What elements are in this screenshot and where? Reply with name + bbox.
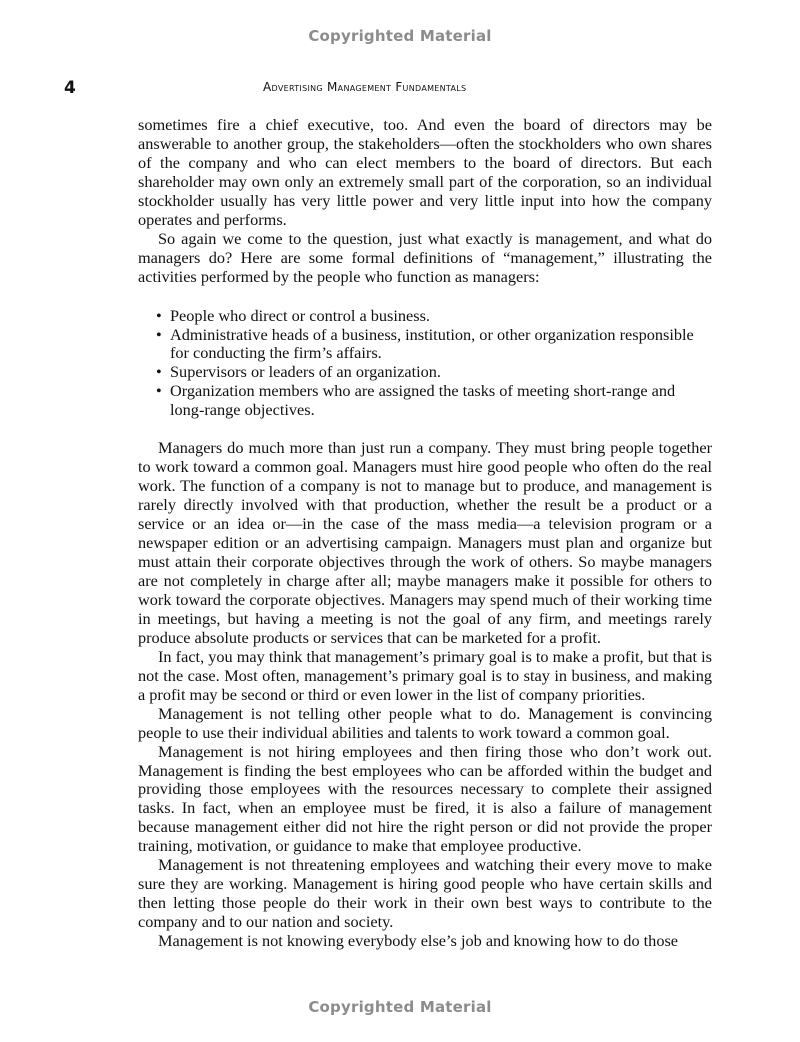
copyright-watermark-bottom: Copyrighted Material <box>308 998 492 1016</box>
list-item-text: Supervisors or leaders of an organization. <box>170 362 441 382</box>
list-item-text: Organization members who are assigned the tasks of meeting short-range and long-range objectives. <box>170 381 676 420</box>
running-head <box>64 78 724 100</box>
paragraph: Management is not knowing everybody else’s job and knowing how to do those <box>158 931 679 951</box>
list-item <box>156 381 712 420</box>
definition-list <box>138 307 712 421</box>
bullet-icon: • <box>156 324 162 344</box>
paragraph: In fact, you may think that management’s primary goal is to make a profit, but that is not the case. Most often, management’s primary goal is to stay in business, and making a profit may be second or third or even lower in the list of company priorities. <box>138 646 712 704</box>
paragraph-continued: sometimes fire a chief executive, too. And even the board of directors may be answerable to another group, the stakeholders—often the stockholders who own shares of the company and who can elect members to the board of directors. But each shareholder may own only an extremely small part of the corporation, so an individual stockholder usually has very little power and very little input into how the company operates and performs. <box>138 115 712 229</box>
copyright-watermark-top: Copyrighted Material <box>308 27 492 45</box>
bullet-icon: • <box>156 381 162 401</box>
list-item-text: People who direct or control a business. <box>170 305 430 325</box>
body-text <box>138 116 712 951</box>
page-number: 4 <box>64 78 76 98</box>
bullet-icon: • <box>156 305 162 325</box>
paragraph: Management is not telling other people what to do. Management is convincing people to use their individual abilities and talents to work toward a common goal. <box>138 703 712 742</box>
list-item <box>156 305 712 326</box>
paragraph: Managers do much more than just run a company. They must bring people together to work toward a common goal. Managers must hire good people who often do the real work. The function of a company is not to manage but to produce, and management is rarely directly involved with that production, whether the result be a product or a service or an idea or—in the case of the mass media—a television program or a newspaper edition or an advertising campaign. Managers must plan and organize but must attain their corporate objectives through the work of others. So maybe managers are not completely in charge after all; maybe managers make it possible for others to work toward the corporate objectives. Managers may spend much of their working time in meetings, but having a meeting is not the goal of any firm, and meetings rarely produce absolute products or services that can be marketed for a profit. <box>138 438 712 647</box>
list-item <box>156 362 712 382</box>
paragraph: Management is not threatening employees and watching their every move to make sure they are working. Management is hiring good people who have certain skills and then letting those people do their work in their own best ways to contribute to the company and to our nation and society. <box>138 855 712 932</box>
running-title: Advertising Management Fundamentals <box>263 80 467 94</box>
paragraph: Management is not hiring employees and then firing those who don’t work out. Management is finding the best employees who can be afforded within the budget and providing those employees with the resources necessary to complete their assigned tasks. In fact, when an employee must be fired, it is also a failure of management because management either did not hire the right person or did not provide the proper training, motivation, or guidance to make that employee productive. <box>138 741 712 856</box>
list-item-text: Administrative heads of a business, institution, or other organization responsible for conducting the firm’s affairs. <box>170 324 694 363</box>
bullet-icon: • <box>156 362 162 382</box>
list-item <box>156 324 712 364</box>
paragraph: So again we come to the question, just what exactly is management, and what do managers do? Here are some formal definitions of “management,” illustrating the activities performed by the people who function as managers: <box>138 228 712 286</box>
